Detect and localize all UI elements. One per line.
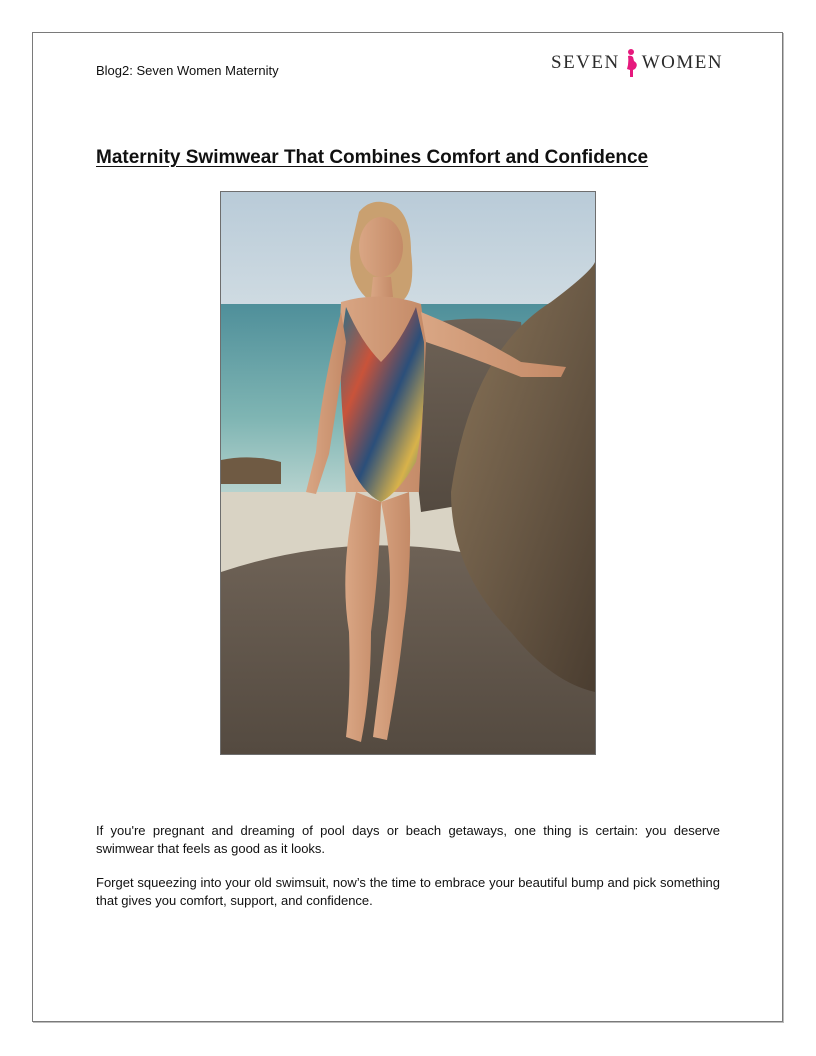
brand-logo bbox=[551, 48, 723, 78]
hero-photo bbox=[220, 191, 596, 755]
pregnant-woman-icon bbox=[622, 48, 640, 78]
paragraph-second: Forget squeezing into your old swimsuit, now’s the time to embrace your beautiful bump and pick something that gives you comfort, support, and confidence. bbox=[96, 875, 720, 908]
logo-text-right: WOMEN bbox=[641, 52, 724, 73]
paragraph-intro: If you're pregnant and dreaming of pool days or beach getaways, one thing is certain: you deserve swimwear that feels as good as it looks. bbox=[96, 823, 720, 856]
article-title: Maternity Swimwear That Combines Comfort and Confidence bbox=[96, 147, 649, 168]
logo-text-left: SEVEN bbox=[551, 52, 620, 73]
document-header-label: Blog2: Seven Women Maternity bbox=[96, 63, 279, 78]
beach-swimwear-photo bbox=[221, 192, 595, 754]
